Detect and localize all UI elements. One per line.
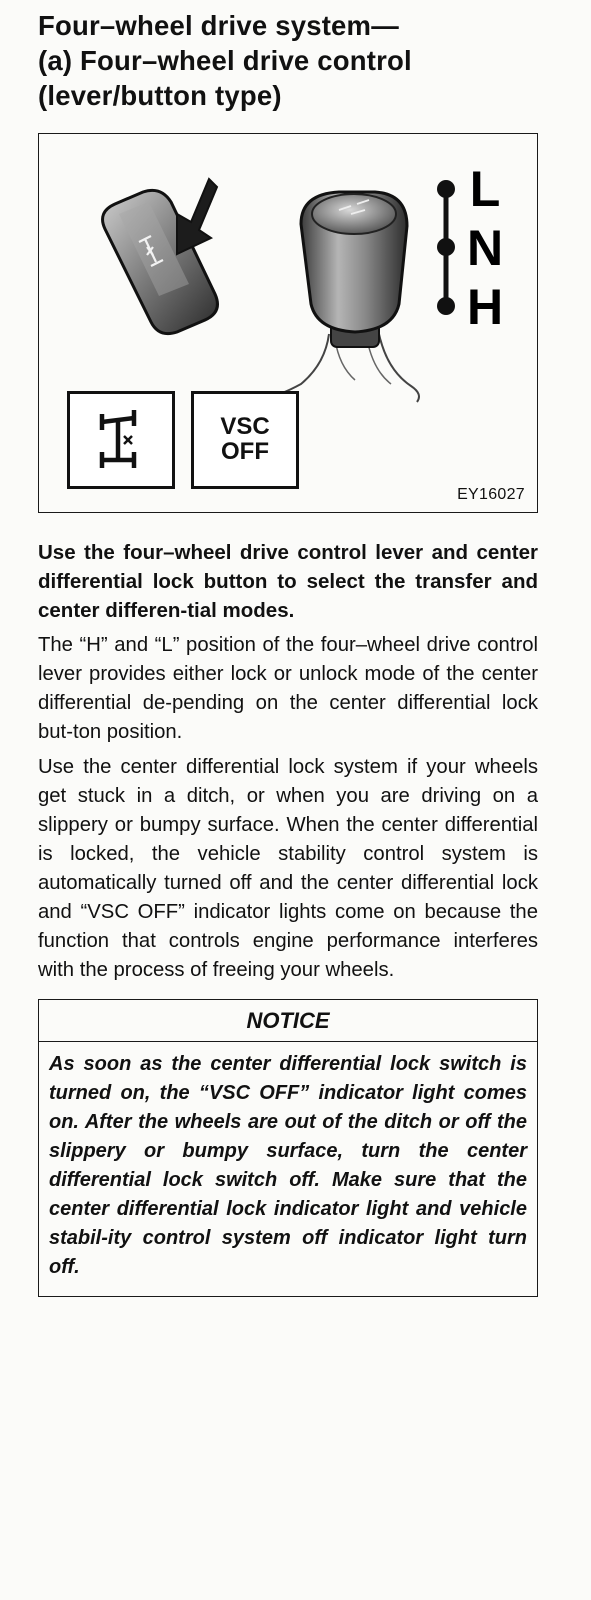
gate-label-n: N bbox=[466, 220, 504, 276]
gate-label-h: H bbox=[466, 279, 504, 335]
title-line-1: Four–wheel drive system— bbox=[38, 10, 399, 41]
vsc-off-label: VSC OFF bbox=[220, 413, 270, 465]
notice-body: As soon as the center differential lock switch is turned on, the “VSC OFF” indicator light comes on. After the wheels are out of the ditch or off the slippery or bumpy surface, turn the center differential lock switch off. Make sure that the center differential lock indicator light and vehicle stabil-ity control system off indicator light turn off. bbox=[49, 1053, 527, 1278]
body-paragraph-1: The “H” and “L” position of the four–wheel drive control lever provides either lock or unlock mode of the center differential de-pending on the center differential lock but-ton position. bbox=[38, 634, 538, 743]
vsc-off-indicator bbox=[191, 391, 299, 489]
notice-title: NOTICE bbox=[39, 1000, 537, 1042]
shift-gate bbox=[437, 180, 455, 315]
press-arrow-icon bbox=[177, 179, 217, 254]
section-title bbox=[38, 8, 538, 113]
title-line-3: (lever/button type) bbox=[38, 80, 282, 111]
center-diff-lock-indicator-icon bbox=[70, 394, 172, 486]
manual-page bbox=[38, 8, 538, 1297]
figure-code: EY16027 bbox=[457, 486, 525, 503]
center-diff-lock-indicator bbox=[67, 391, 175, 489]
body-paragraph-2: Use the center differential lock system if your wheels get stuck in a ditch, or when you are driving on a slippery or bumpy surface. When the center differential is locked, the vehicle stability control system is automatically turned off and the center differential lock and “VSC OFF” indicator lights come on because the function that controls engine performance interferes with the process of freeing your wheels. bbox=[38, 756, 538, 981]
control-illustration bbox=[38, 133, 538, 513]
lead-paragraph: Use the four–wheel drive control lever and center differential lock button to select the transfer and center differen-tial modes. bbox=[38, 541, 538, 622]
gate-label-l: L bbox=[469, 161, 501, 217]
title-line-2: (a) Four–wheel drive control bbox=[38, 45, 412, 76]
transfer-lever-knob-icon bbox=[269, 192, 419, 402]
notice-box bbox=[38, 999, 538, 1297]
